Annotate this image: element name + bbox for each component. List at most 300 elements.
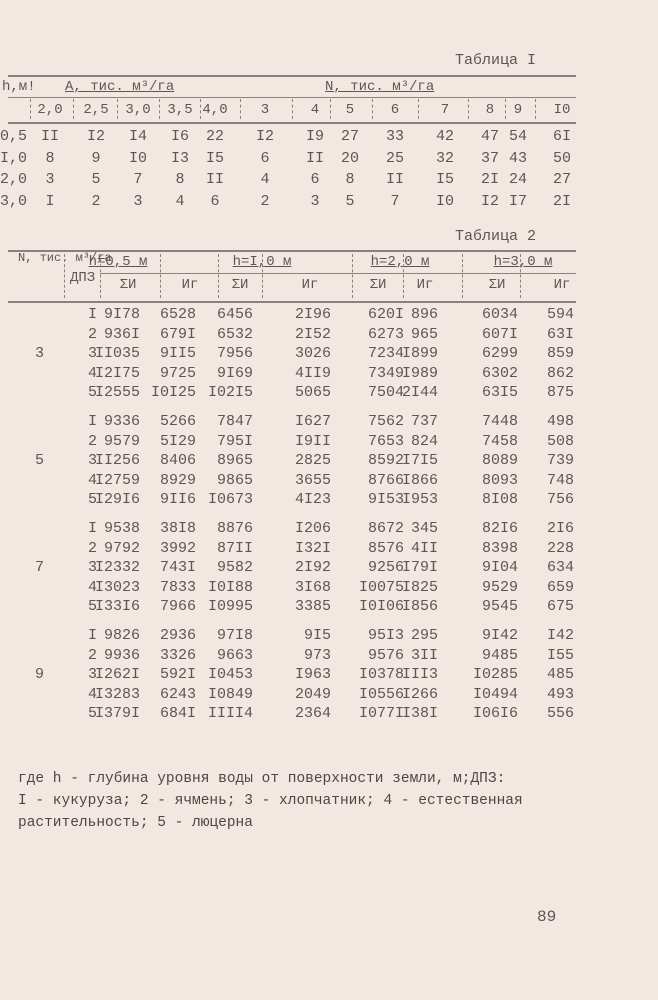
table2-cell: 7847 bbox=[216, 413, 253, 430]
table1-cell: I0 bbox=[435, 192, 454, 210]
table2-cell: 4II bbox=[410, 539, 438, 557]
table1-cell: 24 bbox=[508, 171, 527, 188]
table1-cell: I7 bbox=[508, 192, 527, 210]
table2-cell: 9485 bbox=[481, 646, 518, 664]
table1-cell: 8 bbox=[45, 149, 55, 167]
table2-cell: 7458 bbox=[481, 432, 518, 450]
table2-cell: 8576 bbox=[367, 539, 404, 557]
table2-cell: 9I53 bbox=[367, 491, 404, 509]
table1-column-header: 3 bbox=[260, 102, 270, 118]
table2-dpz-index: 4 bbox=[88, 578, 98, 596]
table2-dpz-index: 5 bbox=[88, 491, 98, 509]
table2-cell: I06I6 bbox=[472, 705, 518, 723]
table2-cell: 2I44 bbox=[401, 384, 438, 402]
table1-cell: 32 bbox=[435, 149, 454, 167]
table1-cell: 33 bbox=[385, 128, 404, 145]
table2-cell: I02I5 bbox=[207, 384, 253, 402]
table2-cell: 675 bbox=[546, 598, 574, 616]
table2-cell: I0I88 bbox=[207, 578, 253, 596]
table2-depth-header: h=3,0 м bbox=[493, 254, 553, 270]
table2-cell: 859 bbox=[546, 345, 574, 363]
table2-cell: I29I6 bbox=[94, 491, 140, 509]
table2-cell: 82I6 bbox=[481, 520, 518, 537]
table2-dpz-index: 5 bbox=[88, 598, 98, 616]
table2-cell: I825 bbox=[401, 578, 438, 596]
table2-cell: 7562 bbox=[367, 413, 404, 430]
table2-cell: 9538 bbox=[103, 520, 140, 537]
table2-cell: I0995 bbox=[207, 598, 253, 616]
table2-cell: 8929 bbox=[159, 471, 196, 489]
table2-cell: 7653 bbox=[367, 432, 404, 450]
table1-column-header: 2,0 bbox=[37, 102, 63, 118]
table2-cell: 8592 bbox=[367, 452, 404, 470]
table2-cell: 7504 bbox=[367, 384, 404, 402]
table2-cell: 7966 bbox=[159, 598, 196, 616]
table1-cell: 6 bbox=[210, 192, 220, 210]
column-divider bbox=[468, 99, 469, 119]
column-divider bbox=[372, 99, 373, 119]
table2-cell: 2I52 bbox=[294, 325, 331, 343]
table2-depth-header: h=0,5 м bbox=[88, 254, 148, 270]
table2-cell: 498 bbox=[546, 413, 574, 430]
table2-cell: 6528 bbox=[159, 306, 196, 323]
table2-cell: I3023 bbox=[94, 578, 140, 596]
table2-cell: 9545 bbox=[481, 598, 518, 616]
table2-sub-header: ΣИ bbox=[488, 277, 506, 293]
table2-cell: 896 bbox=[410, 306, 438, 323]
table1-cell: I6 bbox=[170, 128, 189, 145]
table2-cell: I627 bbox=[294, 413, 331, 430]
table2-cell: 508 bbox=[546, 432, 574, 450]
table1-column-header: I0 bbox=[553, 102, 571, 118]
table2-cell: 9865 bbox=[216, 471, 253, 489]
table2-cell: 87II bbox=[216, 539, 253, 557]
table1-cell: I2 bbox=[86, 128, 105, 145]
table2-dpz-index: 4 bbox=[88, 685, 98, 703]
table2-cell: 3385 bbox=[294, 598, 331, 616]
table2-depth-header: h=2,0 м bbox=[370, 254, 430, 270]
table2-cell: 2049 bbox=[294, 685, 331, 703]
table2-cell: I077I bbox=[358, 705, 404, 723]
column-divider bbox=[218, 254, 219, 298]
table2-cell: 6273 bbox=[367, 325, 404, 343]
table1-cell: 6 bbox=[260, 149, 270, 167]
table2-cell: 6243 bbox=[159, 685, 196, 703]
table2-cell: I2332 bbox=[94, 559, 140, 577]
table1-row-h: 0,5 bbox=[0, 128, 28, 145]
column-divider bbox=[64, 254, 65, 298]
table1-mid-rule bbox=[8, 97, 576, 98]
table2-cell: I38I bbox=[401, 705, 438, 723]
table2-cell: 2825 bbox=[294, 452, 331, 470]
table1-cell: 42 bbox=[435, 128, 454, 145]
table2-caption: Таблица 2 bbox=[455, 228, 537, 245]
table1-cell: 9 bbox=[91, 149, 101, 167]
table2-cell: 8089 bbox=[481, 452, 518, 470]
table2-cell: I953 bbox=[401, 491, 438, 509]
table1-cell: 50 bbox=[552, 149, 571, 167]
table2-cell: 9582 bbox=[216, 559, 253, 577]
footnote-line-3: растительность; 5 - люцерна bbox=[18, 815, 253, 831]
column-divider bbox=[240, 99, 241, 119]
table2-cell: II035 bbox=[94, 345, 140, 363]
table2-group-n: 7 bbox=[35, 559, 45, 577]
table1-caption: Таблица I bbox=[455, 52, 537, 69]
table2-cell: I0I06 bbox=[358, 598, 404, 616]
table2-cell: 345 bbox=[410, 520, 438, 537]
table2-dpz-index: 3 bbox=[88, 559, 98, 577]
table2-sub-header: ΣИ bbox=[231, 277, 249, 293]
table1-cell: 8 bbox=[175, 171, 185, 188]
table2-cell: 295 bbox=[410, 627, 438, 644]
table2-dpz-index: 4 bbox=[88, 364, 98, 382]
table1-cell: 22 bbox=[205, 128, 224, 145]
table2-cell: I0453 bbox=[207, 666, 253, 684]
column-divider bbox=[352, 254, 353, 298]
table2-cell: I33I6 bbox=[94, 598, 140, 616]
table2-cell: 756 bbox=[546, 491, 574, 509]
table2-dpz-index: I bbox=[88, 413, 98, 430]
column-divider bbox=[160, 254, 161, 298]
table2-cell: 9936 bbox=[103, 646, 140, 664]
table2-cell: I9II bbox=[294, 432, 331, 450]
table2-n-header: N, тис. м³/га bbox=[18, 251, 112, 265]
table2-cell: 8766 bbox=[367, 471, 404, 489]
table2-cell: I32I bbox=[294, 539, 331, 557]
footnote-line-1: где h - глубина уровня воды от поверхности земли, м;ДПЗ: bbox=[18, 771, 506, 787]
table1-cell: 4 bbox=[175, 192, 185, 210]
table2-cell: 38I8 bbox=[159, 520, 196, 537]
table2-dpz-header: ДПЗ bbox=[70, 270, 96, 286]
table2-cell: 739 bbox=[546, 452, 574, 470]
table2-dpz-index: 2 bbox=[88, 539, 98, 557]
table2-cell: 7349 bbox=[367, 364, 404, 382]
table1-column-header: 5 bbox=[345, 102, 355, 118]
table1-n-header: N, тис. м³/га bbox=[325, 79, 435, 95]
table1-header-rule bbox=[8, 122, 576, 124]
table2-cell: 556 bbox=[546, 705, 574, 723]
table1-cell: 7 bbox=[390, 192, 400, 210]
table2-cell: 9I04 bbox=[481, 559, 518, 577]
table2-cell: 795I bbox=[216, 432, 253, 450]
table1-cell: 54 bbox=[508, 128, 527, 145]
table1-cell: II bbox=[385, 171, 404, 188]
table2-cell: 9I5 bbox=[303, 627, 331, 644]
column-divider bbox=[403, 254, 404, 298]
table1-cell: 20 bbox=[340, 149, 359, 167]
table1-column-header: 3,5 bbox=[167, 102, 193, 118]
table2-cell: 3326 bbox=[159, 646, 196, 664]
table1-cell: 2 bbox=[260, 192, 270, 210]
table2-cell: I963 bbox=[294, 666, 331, 684]
table1-cell: I5 bbox=[435, 171, 454, 188]
table1-column-header: 4 bbox=[310, 102, 320, 118]
table2-dpz-index: 3 bbox=[88, 452, 98, 470]
table1-cell: 2I bbox=[552, 192, 571, 210]
table2-cell: 97I8 bbox=[216, 627, 253, 644]
table2-cell: 95I3 bbox=[367, 627, 404, 644]
table1-row-h: 3,0 bbox=[0, 192, 28, 210]
table1-column-header: 8 bbox=[485, 102, 495, 118]
table2-cell: I2759 bbox=[94, 471, 140, 489]
column-divider bbox=[505, 99, 506, 119]
table1-cell: 6I bbox=[552, 128, 571, 145]
table2-cell: I206 bbox=[294, 520, 331, 537]
table2-cell: 9256 bbox=[367, 559, 404, 577]
table2-cell: 8672 bbox=[367, 520, 404, 537]
table2-sub-header: Иг bbox=[553, 277, 571, 293]
table2-group-n: 3 bbox=[35, 345, 45, 363]
table1-cell: 25 bbox=[385, 149, 404, 167]
table2-cell: 684I bbox=[159, 705, 196, 723]
column-divider bbox=[30, 99, 31, 119]
table1-cell: 3 bbox=[45, 171, 55, 188]
table2-cell: 7956 bbox=[216, 345, 253, 363]
column-divider bbox=[462, 254, 463, 298]
table2-cell: I3283 bbox=[94, 685, 140, 703]
column-divider bbox=[535, 99, 536, 119]
column-divider bbox=[330, 99, 331, 119]
table2-header-rule bbox=[8, 301, 576, 303]
column-divider bbox=[520, 254, 521, 298]
table2-cell: 7833 bbox=[159, 578, 196, 596]
column-divider bbox=[100, 254, 101, 298]
table2-cell: 485 bbox=[546, 666, 574, 684]
table1-cell: 27 bbox=[340, 128, 359, 145]
table2-cell: 6532 bbox=[216, 325, 253, 343]
table2-cell: 6302 bbox=[481, 364, 518, 382]
table2-cell: I0849 bbox=[207, 685, 253, 703]
table2-cell: I79I bbox=[401, 559, 438, 577]
table2-cell: 3I68 bbox=[294, 578, 331, 596]
table2-cell: 493 bbox=[546, 685, 574, 703]
table2-cell: 965 bbox=[410, 325, 438, 343]
table2-dpz-index: 5 bbox=[88, 705, 98, 723]
table2-dpz-index: 2 bbox=[88, 646, 98, 664]
table2-cell: 63I5 bbox=[481, 384, 518, 402]
table2-cell: I379I bbox=[94, 705, 140, 723]
table1-cell: I2 bbox=[480, 192, 499, 210]
table2-cell: I42 bbox=[546, 627, 574, 644]
table2-cell: I2555 bbox=[94, 384, 140, 402]
table2-group-n: 5 bbox=[35, 452, 45, 470]
table1-column-header: 6 bbox=[390, 102, 400, 118]
table2-cell: 743I bbox=[159, 559, 196, 577]
table2-cell: 659 bbox=[546, 578, 574, 596]
table1-cell: I3 bbox=[170, 149, 189, 167]
table1-cell: II bbox=[305, 149, 324, 167]
table2-cell: 9725 bbox=[159, 364, 196, 382]
table2-depth-header: h=I,0 м bbox=[232, 254, 292, 270]
table2-cell: 620I bbox=[367, 306, 404, 323]
table2-cell: I262I bbox=[94, 666, 140, 684]
table2-cell: 679I bbox=[159, 325, 196, 343]
table2-cell: 3II bbox=[410, 646, 438, 664]
table1-cell: 47 bbox=[480, 128, 499, 145]
table2-cell: 2I96 bbox=[294, 306, 331, 323]
table1-column-header: 4,0 bbox=[202, 102, 228, 118]
column-divider bbox=[159, 99, 160, 119]
table1-cell: II bbox=[40, 128, 59, 145]
table2-cell: 3655 bbox=[294, 471, 331, 489]
table1-row-h: I,0 bbox=[0, 149, 28, 167]
table2-cell: 7234 bbox=[367, 345, 404, 363]
table2-cell: 9336 bbox=[103, 413, 140, 430]
table2-cell: 8398 bbox=[481, 539, 518, 557]
table2-cell: I899 bbox=[401, 345, 438, 363]
table2-cell: 9792 bbox=[103, 539, 140, 557]
table2-group-n: 9 bbox=[35, 666, 45, 684]
table1-cell: I4 bbox=[128, 128, 147, 145]
table2-dpz-index: 3 bbox=[88, 345, 98, 363]
table2-dpz-index: 4 bbox=[88, 471, 98, 489]
table1-cell: 6 bbox=[310, 171, 320, 188]
table1-cell: I bbox=[45, 192, 55, 210]
table2-cell: I266 bbox=[401, 685, 438, 703]
column-divider bbox=[418, 99, 419, 119]
table1-cell: 5 bbox=[345, 192, 355, 210]
table1-column-header: 9 bbox=[513, 102, 523, 118]
table1-cell: I0 bbox=[128, 149, 147, 167]
table2-cell: 594 bbox=[546, 306, 574, 323]
table2-cell: 8I08 bbox=[481, 491, 518, 509]
table2-cell: 2364 bbox=[294, 705, 331, 723]
column-divider bbox=[292, 99, 293, 119]
column-divider bbox=[73, 99, 74, 119]
table1-cell: I2 bbox=[255, 128, 274, 145]
table2-cell: 8876 bbox=[216, 520, 253, 537]
table1-column-header: 7 bbox=[440, 102, 450, 118]
table2-cell: 9II6 bbox=[159, 491, 196, 509]
table2-cell: 2936 bbox=[159, 627, 196, 644]
table1-cell: 2 bbox=[91, 192, 101, 210]
table2-dpz-index: 2 bbox=[88, 325, 98, 343]
table2-cell: I0285 bbox=[472, 666, 518, 684]
table1-cell: 3 bbox=[133, 192, 143, 210]
footnote-line-2: I - кукуруза; 2 - ячмень; 3 - хлопчатник; 4 - естественная bbox=[18, 793, 523, 809]
table2-cell: 7448 bbox=[481, 413, 518, 430]
table2-sub-header: ΣИ bbox=[119, 277, 137, 293]
table2-cell: 4I23 bbox=[294, 491, 331, 509]
page-number: 89 bbox=[537, 908, 557, 926]
table2-cell: 6456 bbox=[216, 306, 253, 323]
table2-cell: I0494 bbox=[472, 685, 518, 703]
table2-sub-header: Иг bbox=[416, 277, 434, 293]
table2-cell: 5I29 bbox=[159, 432, 196, 450]
table2-cell: I55 bbox=[546, 646, 574, 664]
table2-cell: 824 bbox=[410, 432, 438, 450]
table2-cell: 6299 bbox=[481, 345, 518, 363]
table1-column-header: 3,0 bbox=[125, 102, 151, 118]
table1-a-header: А, тис. м³/га bbox=[65, 79, 175, 95]
table1-cell: 7 bbox=[133, 171, 143, 188]
table2-cell: 2I6 bbox=[546, 520, 574, 537]
table2-cell: 936I bbox=[103, 325, 140, 343]
table1-cell: 37 bbox=[480, 149, 499, 167]
table2-cell: 6034 bbox=[481, 306, 518, 323]
table2-cell: 8093 bbox=[481, 471, 518, 489]
table2-dpz-index: 2 bbox=[88, 432, 98, 450]
table2-cell: 3992 bbox=[159, 539, 196, 557]
table2-cell: 9II5 bbox=[159, 345, 196, 363]
table2-cell: 9576 bbox=[367, 646, 404, 664]
table2-cell: 9579 bbox=[103, 432, 140, 450]
table2-cell: II256 bbox=[94, 452, 140, 470]
table2-dpz-index: I bbox=[88, 520, 98, 537]
table1-column-header: 2,5 bbox=[83, 102, 109, 118]
table1-h-header: h,м! bbox=[2, 79, 36, 95]
table2-cell: 862 bbox=[546, 364, 574, 382]
table2-cell: 9663 bbox=[216, 646, 253, 664]
table2-sub-rule bbox=[100, 273, 576, 274]
table1-cell: I9 bbox=[305, 128, 324, 145]
table2-cell: 4II9 bbox=[294, 364, 331, 382]
table2-cell: 5065 bbox=[294, 384, 331, 402]
table1-row-h: 2,0 bbox=[0, 171, 28, 188]
table2-cell: I0075 bbox=[358, 578, 404, 596]
table1-cell: 43 bbox=[508, 149, 527, 167]
table1-top-rule bbox=[8, 75, 576, 77]
table2-cell: I0I25 bbox=[150, 384, 196, 402]
table2-cell: 9826 bbox=[103, 627, 140, 644]
table2-cell: 748 bbox=[546, 471, 574, 489]
table2-cell: 9529 bbox=[481, 578, 518, 596]
table2-cell: 9I78 bbox=[103, 306, 140, 323]
table2-cell: I2I75 bbox=[94, 364, 140, 382]
column-divider bbox=[200, 99, 201, 119]
table2-cell: 5266 bbox=[159, 413, 196, 430]
table2-cell: 9I69 bbox=[216, 364, 253, 382]
table2-cell: I0378 bbox=[358, 666, 404, 684]
table2-cell: I856 bbox=[401, 598, 438, 616]
table2-cell: 63I bbox=[546, 325, 574, 343]
table2-cell: 9I42 bbox=[481, 627, 518, 644]
table2-cell: I989 bbox=[401, 364, 438, 382]
column-divider bbox=[117, 99, 118, 119]
table1-cell: 3 bbox=[310, 192, 320, 210]
table2-sub-header: ΣИ bbox=[369, 277, 387, 293]
table2-sub-header: Иг bbox=[301, 277, 319, 293]
table2-cell: I7I5 bbox=[401, 452, 438, 470]
table2-cell: 592I bbox=[159, 666, 196, 684]
table2-cell: IIII4 bbox=[207, 705, 253, 723]
table2-cell: 2I92 bbox=[294, 559, 331, 577]
table2-cell: 8965 bbox=[216, 452, 253, 470]
table2-cell: 607I bbox=[481, 325, 518, 343]
column-divider bbox=[262, 254, 263, 298]
table2-cell: III3 bbox=[401, 666, 438, 684]
table2-cell: I0673 bbox=[207, 491, 253, 509]
table1-cell: 27 bbox=[552, 171, 571, 188]
table2-cell: 8406 bbox=[159, 452, 196, 470]
table2-dpz-index: I bbox=[88, 306, 98, 323]
table2-dpz-index: 3 bbox=[88, 666, 98, 684]
table2-cell: 973 bbox=[303, 646, 331, 664]
table2-sub-header: Иг bbox=[181, 277, 199, 293]
table1-cell: I5 bbox=[205, 149, 224, 167]
table2-dpz-index: I bbox=[88, 627, 98, 644]
table2-cell: 634 bbox=[546, 559, 574, 577]
table1-cell: II bbox=[205, 171, 224, 188]
table2-cell: 875 bbox=[546, 384, 574, 402]
table2-cell: 228 bbox=[546, 539, 574, 557]
table2-cell: I866 bbox=[401, 471, 438, 489]
table2-cell: I0556 bbox=[358, 685, 404, 703]
table1-cell: 4 bbox=[260, 171, 270, 188]
table1-cell: 5 bbox=[91, 171, 101, 188]
table2-cell: 737 bbox=[410, 413, 438, 430]
table2-dpz-index: 5 bbox=[88, 384, 98, 402]
